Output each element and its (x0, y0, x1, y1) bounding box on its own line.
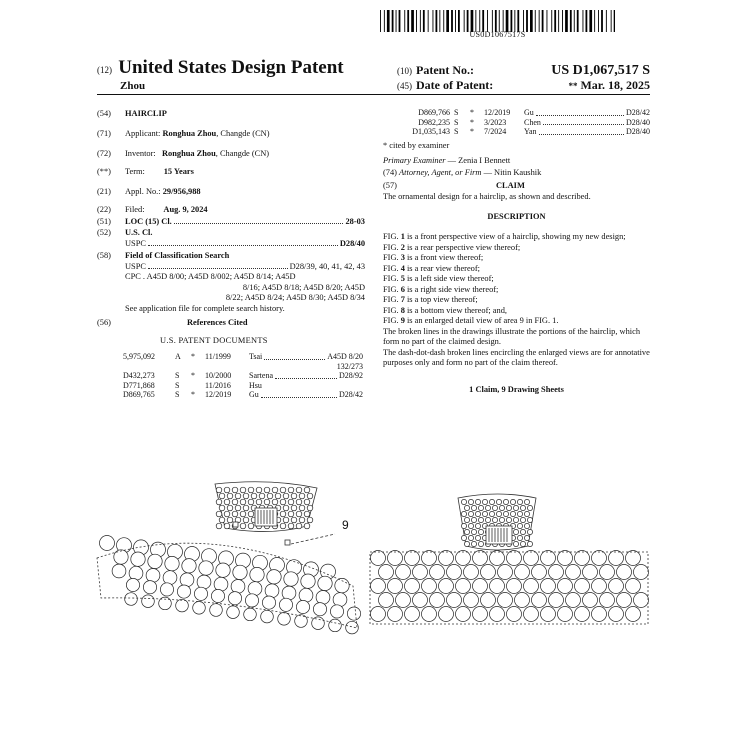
application-number: 29/956,988 (162, 187, 201, 196)
code-45: (45) (397, 81, 412, 91)
us-patent-documents-label: U.S. PATENT DOCUMENTS (160, 336, 268, 345)
claim-title: CLAIM (496, 181, 525, 190)
inventor-field: (72) Inventor: Ronghua Zhou, Changde (CN) (97, 149, 270, 158)
description-title: DESCRIPTION (487, 212, 546, 221)
references-table-right (398, 108, 650, 137)
barcode (380, 10, 615, 32)
title-field: (54) HAIRCLIP (97, 109, 365, 120)
patent-date-row (397, 78, 650, 93)
loc-value: 28-03 (345, 217, 365, 226)
us-cl-value: D28/40 (339, 238, 365, 248)
references-table-left (123, 352, 363, 400)
reference-row: D982,235 S * 3/2023 Chen D28/40 (418, 117, 650, 127)
reference-row: D1,035,143 S * 7/2024 Yan D28/40 (412, 127, 650, 137)
references-header: (56) References Cited (97, 318, 248, 327)
claim-text: The ornamental design for a hairclip, as shown and described. (383, 192, 591, 201)
inventor-surname: Zhou (120, 80, 146, 92)
inventor-name: Ronghua Zhou (161, 149, 216, 158)
fig-line: FIG. 3 is a front view thereof; (383, 253, 484, 262)
field-of-search: (58) Field of Classification Search USPC D28/39, 40, 41, 42, 43 CPC . A45D 8/00; A45D 8/002; A45D 8/14; A45D 8/16; A45D 8/18; A45D 8/20; A45D 8/22; A45D 8/24; A45D 8/30; A45D 8/34 See application file for complete search history. (97, 251, 365, 313)
patent-number-row (397, 63, 650, 78)
term-field: (**) Term: 15 Years (97, 167, 194, 176)
document-type: United States Design Patent (118, 57, 344, 78)
patent-date: ** Mar. 18, 2025 (568, 78, 650, 92)
fig-line: FIG. 5 is a left side view thereof; (383, 274, 494, 283)
patent-type-heading (97, 57, 344, 79)
detail-callout-label: 9 (342, 518, 349, 532)
barcode-number: US0D1067517S (469, 30, 526, 39)
hairclip-rear-perspective-figure (368, 488, 658, 638)
fig-line: FIG. 8 is a bottom view thereof; and, (383, 305, 507, 315)
patent-number-label: Patent No.: (416, 63, 474, 77)
reference-row: D869,766 S * 12/2019 Gu D28/42 (418, 108, 650, 117)
patent-date-label: Date of Patent: (416, 78, 494, 92)
header-divider (97, 94, 650, 95)
dash-dot-note: The dash-dot-dash broken lines encircling the enlarged views are for annotative purposes only and form no part of the claim thereof. (383, 347, 650, 367)
hairclip-front-perspective-figure (95, 478, 375, 648)
applicant-name: Ronghua Zhou (162, 129, 217, 138)
reference-row-continuation: 132/273 (336, 361, 363, 371)
code-10: (10) (397, 66, 412, 76)
reference-row: D869,765 S * 12/2019 Gu D28/42 (123, 390, 363, 400)
attorney: (74) Attorney, Agent, or Firm — Nitin Kaushik (383, 168, 542, 177)
primary-examiner: Primary Examiner — Zenia I Bennett (383, 156, 511, 165)
broken-lines-note: The broken lines in the drawings illustrate the portions of the hairclip, which form no part of the claimed design. (383, 326, 641, 346)
fig-line: FIG. 9 is an enlarged detail view of area 9 in FIG. 1. (383, 316, 559, 325)
filed-date: Aug. 9, 2024 (163, 205, 208, 214)
design-title: HAIRCLIP (125, 109, 167, 118)
applicant-field: (71) Applicant: Ronghua Zhou, Changde (CN) (97, 129, 270, 138)
reference-row: D771,868 S 11/2016 Hsu (123, 380, 262, 390)
reference-row: D432,273 S * 10/2000 Sartena D28/92 (123, 371, 363, 381)
code-12: (12) (97, 65, 112, 75)
fig-line: FIG. 1 is a front perspective view of a hairclip, showing my new design; (383, 232, 626, 241)
cited-by-examiner-note: * cited by examiner (383, 141, 450, 150)
application-number-field: (21) Appl. No.: 29/956,988 (97, 187, 201, 196)
fig-line: FIG. 7 is a top view thereof; (383, 295, 478, 304)
claim-header: (57) CLAIM (383, 181, 525, 190)
fig-line: FIG. 6 is a right side view thereof; (383, 284, 499, 294)
description-body (383, 232, 650, 369)
filed-field: (22) Filed: Aug. 9, 2024 (97, 205, 208, 214)
term-value: 15 Years (163, 167, 194, 176)
loc-field: (51) LOC (15) Cl. 28-03 (97, 217, 365, 226)
patent-number: US D1,067,517 S (551, 63, 650, 78)
claims-sheets-summary: 1 Claim, 9 Drawing Sheets (469, 385, 564, 394)
references-title: References Cited (187, 318, 248, 327)
patent-number-block (397, 63, 650, 93)
fig-line: FIG. 2 is a rear perspective view thereof; (383, 242, 521, 252)
reference-row: 5,975,092 A * 11/1999 Tsai A45D 8/20 (123, 352, 363, 361)
date-mark: ** (568, 81, 578, 91)
us-cl-field: (52) U.S. Cl. USPC D28/40 (97, 228, 365, 248)
fig-line: FIG. 4 is a rear view thereof; (383, 263, 480, 273)
